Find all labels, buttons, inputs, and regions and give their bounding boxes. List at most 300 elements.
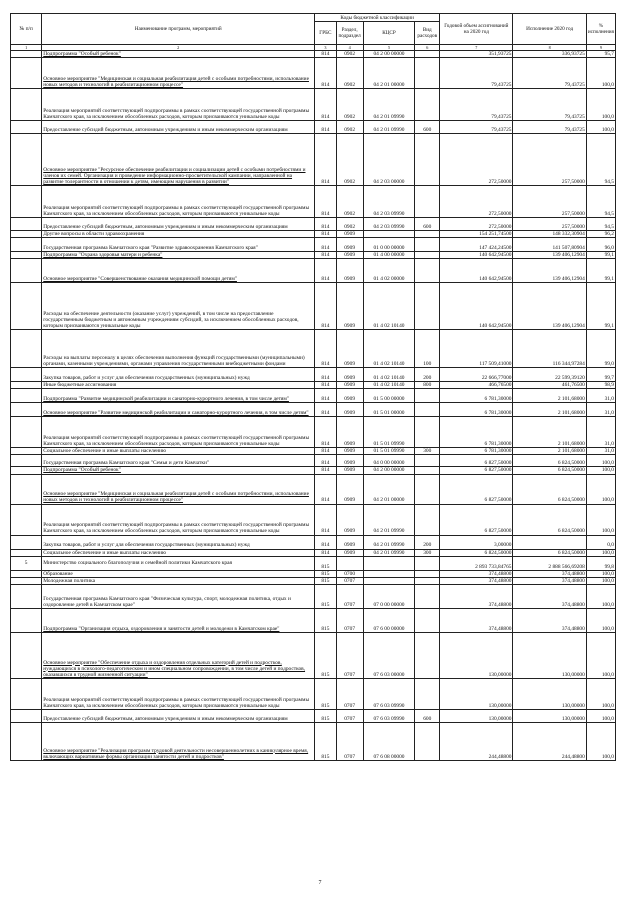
col-number: 4 [336,45,363,51]
header-plan: Годовой объем ассигнований на 2020 год [440,14,513,45]
row-number [11,709,42,722]
exec-amount: 374,48800 [513,608,586,632]
exec-amount: 2 101,68000 [513,448,586,455]
col-number: 2 [42,45,315,51]
exec-amount: 79,43725 [513,121,586,134]
kcsr-code: 04 2 01 09990 [363,535,415,549]
header-vid: Вид расходов [415,22,440,45]
grbs-code: 815 [315,570,337,577]
exec-percent: 100,0 [586,121,615,134]
vid-code [415,722,440,760]
grbs-code: 814 [315,389,337,403]
vid-code: 200 [415,368,440,382]
table-row [11,417,616,448]
row-number [11,549,42,556]
kcsr-code: 04 2 03 00000 [363,134,415,186]
kcsr-code: 01 4 02 10140 [363,330,415,368]
row-name: Подпрограмма "Организация отдыха, оздоровления и занятости детей и молодежи в Камчатском крае" [42,608,315,632]
vid-code: 800 [415,382,440,389]
exec-amount: 79,43725 [513,58,586,89]
plan-amount: 6 824,50000 [440,549,513,556]
grbs-code: 814 [315,218,337,231]
kcsr-code: 01 5 01 09990 [363,448,415,455]
table-row [11,549,616,556]
table-row [11,51,616,58]
row-number [11,259,42,283]
razdel-code: 0909 [336,504,363,535]
kcsr-code [363,577,415,584]
row-number [11,330,42,368]
plan-amount: 3,00000 [440,535,513,549]
kcsr-code [363,231,415,238]
grbs-code: 815 [315,632,337,678]
table-row [11,570,616,577]
exec-amount: 336,93725 [513,51,586,58]
exec-amount: 6 824,50000 [513,504,586,535]
vid-code [415,238,440,252]
table-row [11,283,616,330]
exec-amount: 374,48800 [513,570,586,577]
row-name: Социальное обеспечение и иные выплаты населению [42,448,315,455]
exec-percent: 100,0 [586,504,615,535]
plan-amount: 2 893 733,84765 [440,556,513,570]
table-row [11,58,616,89]
col-number: 1 [11,45,42,51]
grbs-code: 814 [315,448,337,455]
grbs-code: 815 [315,556,337,570]
plan-amount: 79,43725 [440,121,513,134]
grbs-code: 815 [315,678,337,709]
exec-percent: 99,1 [586,259,615,283]
row-name: Расходы на обеспечение деятельности (оказание услуг) учреждений, в том числе на предоставление государственным бюджетным и автономным учреждениям субсидий, за исключением обособленных расходов, которым присваиваются уникальные коды [42,283,315,330]
kcsr-code: 04 2 00 00000 [363,467,415,474]
col-number: 7 [440,45,513,51]
kcsr-code [363,556,415,570]
row-number [11,51,42,58]
page-number: 7 [318,880,322,886]
exec-percent: 99,1 [586,252,615,259]
razdel-code: 0909 [336,417,363,448]
row-name: Министерство социального благополучия и семейной политики Камчатского края [42,556,315,570]
grbs-code: 814 [315,51,337,58]
exec-amount: 139 406,12904 [513,252,586,259]
exec-amount: 139 406,12904 [513,283,586,330]
exec-percent: 100,0 [586,89,615,121]
table-header [11,14,616,51]
razdel-code: 0707 [336,632,363,678]
kcsr-code: 04 2 00 00000 [363,51,415,58]
exec-amount: 116 344,97284 [513,330,586,368]
row-name: Основное мероприятие "Обеспечение отдыха и оздоровления отдельных категорий детей и подростков, нуждающихся в психолого-педагогическом и ином специальном сопровождении, в том числе детей и подростков, оказавшихся в трудной жизненной ситуации" [42,632,315,678]
grbs-code: 814 [315,330,337,368]
row-name: Реализация мероприятий соответствующей подпрограммы в рамках соответствующей государственной программы Камчатского края, за исключением обособленных расходов, которым присваиваются уникальные коды [42,678,315,709]
plan-amount: 6 827,50000 [440,455,513,467]
table-row [11,709,616,722]
header-num: № п/п [11,14,42,45]
exec-percent: 99,0 [586,330,615,368]
exec-percent: 94,5 [586,218,615,231]
vid-code [415,283,440,330]
razdel-code: 0700 [336,570,363,577]
exec-amount: 6 824,50000 [513,474,586,504]
plan-amount: 244,48800 [440,722,513,760]
grbs-code: 814 [315,259,337,283]
razdel-code: 0909 [336,382,363,389]
plan-amount: 374,48800 [440,584,513,608]
plan-amount: 130,00000 [440,709,513,722]
razdel-code: 0707 [336,722,363,760]
vid-code [415,134,440,186]
table-row [11,448,616,455]
row-number [11,504,42,535]
razdel-code: 0902 [336,89,363,121]
vid-code: 600 [415,709,440,722]
vid-code: 300 [415,448,440,455]
row-number [11,608,42,632]
table-row [11,584,616,608]
exec-percent: 100,0 [586,549,615,556]
table-row [11,722,616,760]
grbs-code: 814 [315,58,337,89]
grbs-code: 814 [315,455,337,467]
kcsr-code: 04 0 00 00000 [363,455,415,467]
row-name: Социальное обеспечение и иные выплаты населению [42,549,315,556]
razdel-code: 0909 [336,474,363,504]
vid-code [415,259,440,283]
row-number [11,403,42,417]
row-number [11,58,42,89]
table-row [11,252,616,259]
col-number: 3 [315,45,337,51]
plan-amount: 79,43725 [440,58,513,89]
row-name: Основное мероприятие "Совершенствование оказания медицинской помощи детям" [42,259,315,283]
exec-amount: 2 101,68000 [513,389,586,403]
plan-amount: 6 827,50000 [440,504,513,535]
row-name: Подпрограмма "Особый ребенок" [42,51,315,58]
row-number [11,535,42,549]
row-number [11,448,42,455]
vid-code: 600 [415,121,440,134]
kcsr-code: 01 4 02 10140 [363,283,415,330]
exec-percent: 96,2 [586,231,615,238]
grbs-code: 815 [315,608,337,632]
grbs-code: 815 [315,577,337,584]
table-row [11,389,616,403]
kcsr-code [363,570,415,577]
vid-code [415,89,440,121]
exec-amount: 130,00000 [513,678,586,709]
exec-amount: 461,76500 [513,382,586,389]
exec-percent: 99,7 [586,368,615,382]
kcsr-code: 01 5 00 00000 [363,389,415,403]
kcsr-code: 04 2 01 09990 [363,89,415,121]
row-number [11,238,42,252]
vid-code [415,584,440,608]
plan-amount: 272,50000 [440,134,513,186]
table-row [11,368,616,382]
plan-amount: 6 827,50000 [440,467,513,474]
plan-amount: 147 424,24500 [440,238,513,252]
exec-percent: 100,0 [586,58,615,89]
razdel-code: 0909 [336,389,363,403]
exec-percent: 94,5 [586,134,615,186]
table-row [11,474,616,504]
header-name: Наименование программ, мероприятий [42,14,315,45]
grbs-code: 814 [315,382,337,389]
header-razdel: Раздел, подраздел [336,22,363,45]
grbs-code: 814 [315,186,337,218]
row-name: Другие вопросы в области здравоохранения [42,231,315,238]
exec-percent: 96,0 [586,238,615,252]
grbs-code: 814 [315,467,337,474]
razdel-code: 0707 [336,709,363,722]
row-name: Закупка товаров, работ и услуг для обеспечения государственных (муниципальных) нужд [42,368,315,382]
vid-code [415,577,440,584]
row-name: Подпрограмма "Развитие медицинской реабилитации и санаторно-курортного лечения, в том числе детям" [42,389,315,403]
grbs-code: 814 [315,283,337,330]
exec-amount: 257,50000 [513,186,586,218]
header-pct: % исполнения [586,14,615,45]
plan-amount: 79,43725 [440,89,513,121]
razdel-code: 0909 [336,330,363,368]
kcsr-code: 01 4 00 00000 [363,252,415,259]
kcsr-code: 04 2 01 09990 [363,121,415,134]
exec-percent: 31,0 [586,403,615,417]
vid-code [415,417,440,448]
razdel-code: 0902 [336,51,363,58]
grbs-code: 814 [315,535,337,549]
exec-amount: 130,00000 [513,632,586,678]
razdel-code: 0909 [336,231,363,238]
row-name: Реализация мероприятий соответствующей подпрограммы в рамках соответствующей государственной программы Камчатского края, за исключением обособленных расходов, которым присваиваются уникальные коды [42,186,315,218]
row-name: Государственная программа Камчатского края "Развитие здравоохранения Камчатского края" [42,238,315,252]
razdel-code: 0909 [336,252,363,259]
exec-amount: 141 507,80904 [513,238,586,252]
kcsr-code: 01 5 01 00000 [363,403,415,417]
row-number [11,252,42,259]
exec-percent: 98,9 [586,382,615,389]
vid-code [415,455,440,467]
grbs-code: 815 [315,709,337,722]
vid-code [415,231,440,238]
plan-amount: 22 666,77000 [440,368,513,382]
exec-percent: 0,0 [586,535,615,549]
grbs-code: 814 [315,238,337,252]
row-name: Предоставление субсидий бюджетным, автономным учреждениям и иным некоммерческим организациям [42,218,315,231]
vid-code: 200 [415,535,440,549]
exec-amount: 257,50000 [513,134,586,186]
row-name: Иные бюджетные ассигнования [42,382,315,389]
vid-code [415,504,440,535]
exec-percent: 100,0 [586,584,615,608]
grbs-code: 814 [315,403,337,417]
row-number [11,382,42,389]
plan-amount: 140 642,94500 [440,283,513,330]
row-name: Основное мероприятие "Развитие медицинской реабилитации и санаторно-курортного лечения, в том числе детям" [42,403,315,417]
razdel-code: 0902 [336,186,363,218]
row-number [11,389,42,403]
plan-amount: 140 642,94500 [440,259,513,283]
vid-code [415,58,440,89]
row-number [11,584,42,608]
exec-percent: 31,0 [586,417,615,448]
kcsr-code: 04 2 01 00000 [363,58,415,89]
plan-amount: 374,48800 [440,608,513,632]
vid-code: 600 [415,218,440,231]
exec-percent: 100,0 [586,455,615,467]
header-grbs: ГРБС [315,22,337,45]
row-name: Основное мероприятие "Медицинская и социальная реабилитация детей с особыми потребностями, использование новых методов и технологий в реабилитационном процессе" [42,474,315,504]
plan-amount: 272,50000 [440,218,513,231]
exec-percent: 31,0 [586,448,615,455]
col-number: 8 [513,45,586,51]
exec-percent: 100,0 [586,474,615,504]
razdel-code: 0909 [336,467,363,474]
kcsr-code: 04 2 01 00000 [363,474,415,504]
row-name: Государственная программа Камчатского края "Семья и дети Камчатки" [42,455,315,467]
row-number [11,283,42,330]
plan-amount: 6 781,30000 [440,417,513,448]
razdel-code: 0909 [336,283,363,330]
vid-code [415,186,440,218]
table-body [11,51,616,761]
vid-code: 300 [415,549,440,556]
exec-amount: 244,48800 [513,722,586,760]
grbs-code: 814 [315,252,337,259]
kcsr-code: 04 2 01 09990 [363,549,415,556]
row-number [11,121,42,134]
row-number [11,417,42,448]
razdel-code: 0909 [336,368,363,382]
vid-code: 100 [415,330,440,368]
exec-amount: 139 406,12904 [513,259,586,283]
col-number: 9 [586,45,615,51]
table-row [11,89,616,121]
exec-percent: 100,0 [586,722,615,760]
razdel-code: 0707 [336,678,363,709]
row-number [11,134,42,186]
kcsr-code: 04 2 03 09990 [363,218,415,231]
vid-code [415,474,440,504]
plan-amount: 6 781,30000 [440,389,513,403]
razdel-code: 0909 [336,535,363,549]
vid-code [415,467,440,474]
vid-code [415,608,440,632]
row-name: Основное мероприятие "Реализация программ трудовой деятельности несовершеннолетних в каникулярное время, включающих вариативные формы организации занятости детей и подростков" [42,722,315,760]
plan-amount: 154 251,74500 [440,231,513,238]
budget-table [10,13,616,761]
kcsr-code: 07 6 00 00000 [363,608,415,632]
exec-amount: 257,50000 [513,218,586,231]
exec-percent: 99,8 [586,556,615,570]
plan-amount: 6 781,30000 [440,448,513,455]
row-name: Основное мероприятие "Медицинская и социальная реабилитация детей с особыми потребностями, использование новых методов и технологий в реабилитационном процессе" [42,58,315,89]
table-row [11,504,616,535]
row-number [11,678,42,709]
exec-percent: 31,0 [586,389,615,403]
exec-percent: 100,0 [586,577,615,584]
exec-percent: 100,0 [586,608,615,632]
razdel-code: 0909 [336,448,363,455]
row-number [11,89,42,121]
row-name: Предоставление субсидий бюджетным, автономным учреждениям и иным некоммерческим организациям [42,709,315,722]
razdel-code [336,556,363,570]
table-row [11,330,616,368]
row-number [11,218,42,231]
vid-code [415,678,440,709]
budget-table-sheet [10,13,616,761]
row-name: Реализация мероприятий соответствующей подпрограммы в рамках соответствующей государственной программы Камчатского края, за исключением обособленных расходов, которым присваиваются уникальные коды [42,417,315,448]
row-number [11,570,42,577]
row-name: Реализация мероприятий соответствующей подпрограммы в рамках соответствующей государственной программы Камчатского края, за исключением обособленных расходов, которым присваиваются уникальные коды [42,89,315,121]
vid-code [415,389,440,403]
razdel-code: 0902 [336,121,363,134]
table-row [11,608,616,632]
vid-code [415,403,440,417]
plan-amount: 6 827,50000 [440,474,513,504]
row-name: Основное мероприятие "Ресурсное обеспечение реабилитации и социализации детей с особыми потребностями и членов их семей. Организация и проведение информационно-просветительской кампании, направленной на развитие толерантности в отношении к детям, имеющим нарушения в развитии" [42,134,315,186]
row-name: Предоставление субсидий бюджетным, автономным учреждениям и иным некоммерческим организациям [42,121,315,134]
row-name: Молодежная политика [42,577,315,584]
exec-amount: 374,48800 [513,577,586,584]
row-number [11,368,42,382]
table-row [11,678,616,709]
grbs-code: 814 [315,231,337,238]
row-name: Закупка товаров, работ и услуг для обеспечения государственных (муниципальных) нужд [42,535,315,549]
kcsr-code: 07 0 00 00000 [363,584,415,608]
col-number: 5 [363,45,415,51]
exec-percent: 100,0 [586,467,615,474]
razdel-code: 0707 [336,584,363,608]
kcsr-code: 04 2 01 09990 [363,504,415,535]
grbs-code: 815 [315,722,337,760]
exec-percent: 100,0 [586,678,615,709]
table-row [11,577,616,584]
razdel-code: 0902 [336,58,363,89]
row-number: 5 [11,556,42,570]
table-row [11,535,616,549]
vid-code [415,51,440,58]
kcsr-code: 07 6 08 00000 [363,722,415,760]
grbs-code: 814 [315,474,337,504]
grbs-code: 814 [315,134,337,186]
row-number [11,186,42,218]
exec-percent: 100,0 [586,632,615,678]
grbs-code: 814 [315,417,337,448]
table-row [11,238,616,252]
vid-code [415,570,440,577]
row-name: Реализация мероприятий соответствующей подпрограммы в рамках соответствующей государственной программы Камчатского края, за исключением обособленных расходов, которым присваиваются уникальные коды [42,504,315,535]
exec-amount: 130,00000 [513,709,586,722]
row-number [11,467,42,474]
row-number [11,577,42,584]
row-number [11,632,42,678]
exec-amount: 374,48800 [513,584,586,608]
plan-amount: 6 781,30000 [440,403,513,417]
razdel-code: 0707 [336,608,363,632]
grbs-code: 814 [315,121,337,134]
kcsr-code: 07 6 03 09990 [363,709,415,722]
row-name: Подпрограмма "Охрана здоровья матери и ребенка" [42,252,315,259]
plan-amount: 130,00000 [440,678,513,709]
grbs-code: 814 [315,368,337,382]
grbs-code: 814 [315,89,337,121]
header-exec: Исполнение 2020 год [513,14,586,45]
header-codes-group: Коды бюджетной классификации [315,14,440,22]
table-row [11,134,616,186]
row-name: Государственная программа Камчатского края "Физическая культура, спорт, молодежная политика, отдых и оздоровление детей в Камчатском крае" [42,584,315,608]
kcsr-code: 07 6 03 09990 [363,678,415,709]
